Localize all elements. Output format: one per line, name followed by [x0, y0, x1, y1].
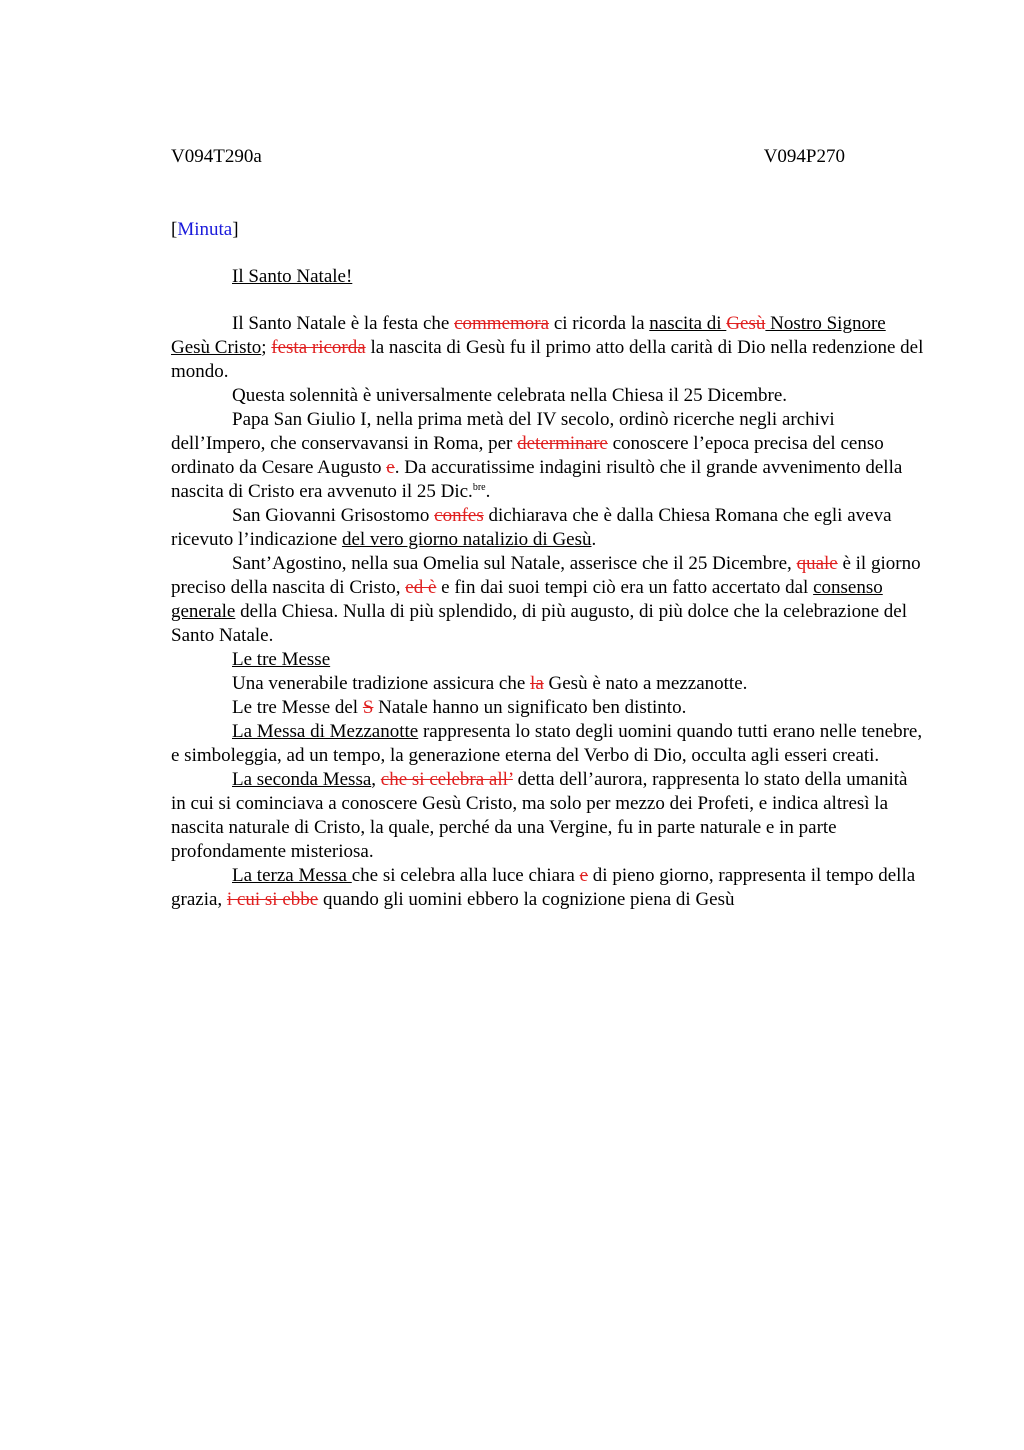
deleted-text: S [362, 697, 374, 718]
deleted-text: la [530, 673, 544, 694]
text-segment: di pieno giorno, rappresenta il tempo della grazia, [171, 865, 916, 910]
paragraph [171, 552, 925, 648]
text-segment: della Chiesa. Nulla di più splendido, di più augusto, di più dolce che la celebrazione del Santo Natale. [171, 601, 908, 646]
text-segment: Le tre Messe del [232, 697, 363, 718]
underlined-text: Le tre Messe [232, 649, 331, 670]
deleted-text: confes [434, 505, 484, 526]
paragraph [171, 864, 925, 912]
deleted-text: ed è [405, 577, 437, 598]
minuta-link[interactable]: Minuta [177, 219, 233, 240]
text-segment: . [485, 481, 491, 502]
text-segment: Il Santo Natale è la festa che [232, 313, 455, 334]
text-segment: rappresenta lo stato degli uomini quando tutti erano nelle tenebre, e simboleggia, ad un tempo, la generazione eterna del Verbo di Dio, occulta agli esseri creati. [171, 721, 923, 766]
underlined-text: nascita di [649, 313, 727, 334]
paragraph [171, 312, 925, 384]
deleted-text: e [386, 457, 395, 478]
minuta-close-bracket: ] [232, 219, 239, 240]
text-segment: Papa San Giulio I, nella prima metà del IV secolo, ordinò ricerche negli archivi dell’Impero, che conservavansi in Roma, per [171, 409, 835, 454]
text-segment: Gesù è nato a mezzanotte. [543, 673, 748, 694]
document-page [171, 145, 925, 912]
text-segment: Natale hanno un significato ben distinto. [373, 697, 687, 718]
text-segment: Una venerabile tradizione assicura che [232, 673, 531, 694]
underlined-text: Nostro Signore Gesù Cristo [171, 313, 886, 358]
text-segment: dichiarava che è dalla Chiesa Romana che egli aveva ricevuto l’indicazione [171, 505, 892, 550]
document-id-right: V094P270 [763, 146, 845, 167]
paragraph [171, 408, 925, 504]
paragraph [171, 672, 925, 696]
text-segment: e fin dai suoi tempi ciò era un fatto accertato dal [436, 577, 814, 598]
deleted-text: i cui si ebbe [226, 889, 319, 910]
document-title-line [171, 265, 925, 289]
underlined-text: La terza Messa [232, 865, 352, 886]
deleted-text: che si celebra all’ [380, 769, 513, 790]
text-segment: la nascita di Gesù fu il primo atto della carità di Dio nella redenzione del mondo. [171, 337, 924, 382]
text-segment: che si celebra alla luce chiara [351, 865, 580, 886]
paragraph [171, 384, 925, 408]
document-body [171, 312, 925, 912]
paragraph [171, 696, 925, 720]
superscript-abbreviation: bre [472, 482, 486, 493]
deleted-text: Gesù [726, 313, 766, 334]
paragraph [171, 768, 925, 864]
minuta-label [171, 218, 925, 242]
text-segment: è il giorno preciso della nascita di Cristo, [171, 553, 921, 598]
document-id-left: V094T290a [171, 146, 262, 167]
text-segment: ci ricorda la [549, 313, 650, 334]
deleted-text: commemora [454, 313, 550, 334]
text-segment: . Da accuratissime indagini risultò che il grande avvenimento della nascita di Cristo era avvenuto il 25 Dic. [171, 457, 903, 502]
underlined-text: La seconda Messa [232, 769, 372, 790]
underlined-text: La Messa di Mezzanotte [232, 721, 419, 742]
text-segment: Sant’Agostino, nella sua Omelia sul Natale, asserisce che il 25 Dicembre, [232, 553, 797, 574]
deleted-text: festa ricorda [271, 337, 366, 358]
document-ids [171, 145, 845, 169]
deleted-text: e [579, 865, 589, 886]
text-segment: ; [261, 337, 272, 358]
text-segment: , [371, 769, 381, 790]
deleted-text: quale [796, 553, 838, 574]
paragraph [171, 648, 925, 672]
document-title: Il Santo Natale! [232, 266, 353, 287]
text-segment: San Giovanni Grisostomo [232, 505, 435, 526]
text-segment: Questa solennità è universalmente celebrata nella Chiesa il 25 Dicembre. [232, 385, 788, 406]
text-segment: . [591, 529, 597, 550]
text-segment: quando gli uomini ebbero la cognizione piena di Gesù [318, 889, 735, 910]
text-segment: detta dell’aurora, rappresenta lo stato della umanità in cui si cominciava a conoscere Gesù Cristo, ma solo per mezzo dei Profeti, e indica altresì la nascita naturale di Cristo, la quale, perché da una Vergine, fu in parte naturale e in parte profondamente misteriosa. [171, 769, 908, 862]
underlined-text: del vero giorno natalizio di Gesù [341, 529, 592, 550]
deleted-text: determinare [517, 433, 608, 454]
underlined-text: consenso generale [171, 577, 883, 622]
text-segment: conoscere l’epoca precisa del censo ordinato da Cesare Augusto [171, 433, 884, 478]
paragraph [171, 504, 925, 552]
minuta-open-bracket: [ [171, 219, 178, 240]
paragraph [171, 720, 925, 768]
